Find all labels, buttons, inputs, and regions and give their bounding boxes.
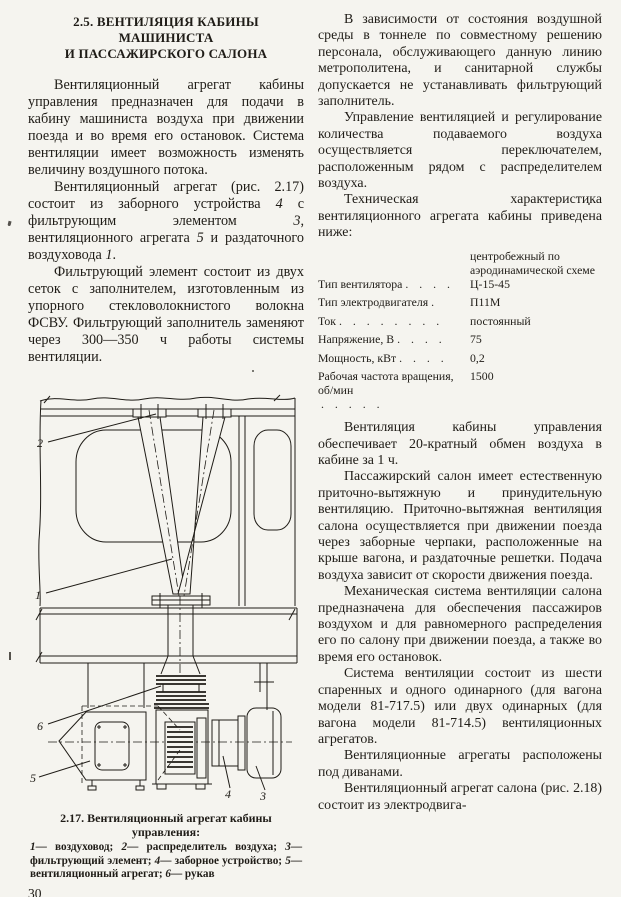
v-duct-drawing [133,404,231,608]
figure-caption-legend: 1— воздуховод; 2— распределитель воздуха; 3— фильтрующий элемент; 4— заборное устройство; 5— вентиляционный агрегат; 6— рукав [30,841,303,880]
spec-label: Ток . . . . . . . . [318,314,470,328]
spec-label: Тип вентилятора . . . . [318,249,470,291]
leader-line [223,756,230,788]
paragraph: Механическая система вентиляции салона предназначена для обеспечения пассажиров воздухом и для равномерного распределения его по салону при движении поезда, а также во время его остановок. [318,584,602,665]
figure-label-filter: 3 [260,789,266,803]
heading-line-1: 2.5. ВЕНТИЛЯЦИЯ КАБИНЫ МАШИНИСТА [73,14,259,45]
spec-row [318,351,602,365]
dot-leader: . . . . [405,276,455,291]
figure-caption [30,812,302,882]
figure-label-fan: 5 [30,771,36,785]
spec-value: центробежный по аэродинамической схеме Ц-15-45 [470,248,596,291]
spec-label: Напряжение, В . . . . [318,332,470,346]
paragraph: В зависимости от состояния воздушной среды в тоннеле по совместному решению персонала, обслуживающего данную линию метрополитена, и санитарной службы допускается не устанавливать фильтрующий заполнитель. [318,12,602,110]
spec-value: П11М [470,295,501,310]
figure-caption-title: 2.17. Вентиляционный агрегат кабины управления: [60,811,272,839]
heading-line-2: И ПАССАЖИРСКОГО САЛОНА [64,46,268,61]
spec-value: 0,2 [470,350,485,365]
spec-value: 1500 [470,369,494,384]
dot-leader: . . . . [397,332,446,347]
dot-leader: . . . . . [321,397,384,412]
right-column [318,0,602,814]
ventilation-unit-drawing [26,390,311,808]
fan-unit-drawing [48,656,292,790]
spec-value: постоянный [470,313,531,328]
page-number: 30 [28,885,42,897]
section-heading [28,14,304,62]
dot-leader: . [431,295,439,310]
paragraph: Техническая характеристика вентиляционного агрегата кабины приведена ниже: [318,192,602,241]
figure-label-duct: 1 [35,588,41,602]
paragraph: Фильтрующий элемент состоит из двух сеток с заполнителем, изготовленным из упорного стекловолокнистого волокна ФСВУ. Фильтрующий заполнитель заменяют через 300—350 ч работы системы вентиляции. [28,264,304,365]
paragraph: Вентиляционный агрегат (рис. 2.17) состоит из заборного устройства 4 с фильтрующим элементом 3, вентиляционного агрегата 5 и раздаточного воздуховода 1. [28,179,304,263]
scan-artifact [7,221,11,226]
figure-label-hose: 6 [37,719,43,733]
paragraph: Вентиляция кабины управления обеспечивает 20-кратный обмен воздуха в кабине за 1 ч. [318,420,602,468]
left-column [28,0,304,897]
scan-artifact [9,652,11,660]
spec-row [318,249,602,291]
paragraph: Вентиляционный агрегат кабины управления предназначен для подачи в кабину машиниста воздуха при движении поезда и во время его остановок. Система вентиляции имеет возможность изменять величину воздушного потока. [28,77,304,178]
dot-leader: . . . . . . . . [338,313,444,328]
paragraph: Управление вентиляцией и регулирование количества подаваемого воздуха осуществляется переключателем, расположенным рядом с распределителем воздуха. [318,110,602,192]
spec-row [318,295,602,309]
paragraph: Система вентиляции состоит из шести спаренных и одного одинарного (для вагона модели 81-717.5) или двух одинарных (для вагона модели 81-714.5) вентиляционных агрегатов. [318,666,602,747]
figure-label-intake: 4 [225,787,231,801]
spec-row [318,314,602,328]
spec-value: 75 [470,332,482,347]
spec-label: Мощность, кВт . . . . [318,351,470,365]
paragraph: Вентиляционные агрегаты расположены под диванами. [318,748,602,780]
paragraph: Пассажирский салон имеет естественную приточно-вытяжную и принудительную вентиляцию. Приточно-вытяжная вентиляция салона осуществляется при движении поезда через заборные черпаки, расположенные на крыше вагона, и раздаточные решетки. Подача воздуха зависит от скорости движения поезда. [318,469,602,583]
spec-label: Рабочая частота вращения, об/мин . . . . . [318,369,470,411]
underframe-drawing [36,596,297,674]
figure-label-distributor: 2 [37,436,43,450]
dot-leader: . . . . [399,350,448,365]
spec-label: Тип электродвигателя . [318,295,470,309]
spec-row [318,369,602,411]
figure-2-17 [28,390,304,882]
spec-table [318,249,602,412]
paragraph: Вентиляционный агрегат салона (рис. 2.18) состоит из электродвига- [318,781,602,813]
spec-row [318,332,602,346]
leader-line [46,559,172,593]
